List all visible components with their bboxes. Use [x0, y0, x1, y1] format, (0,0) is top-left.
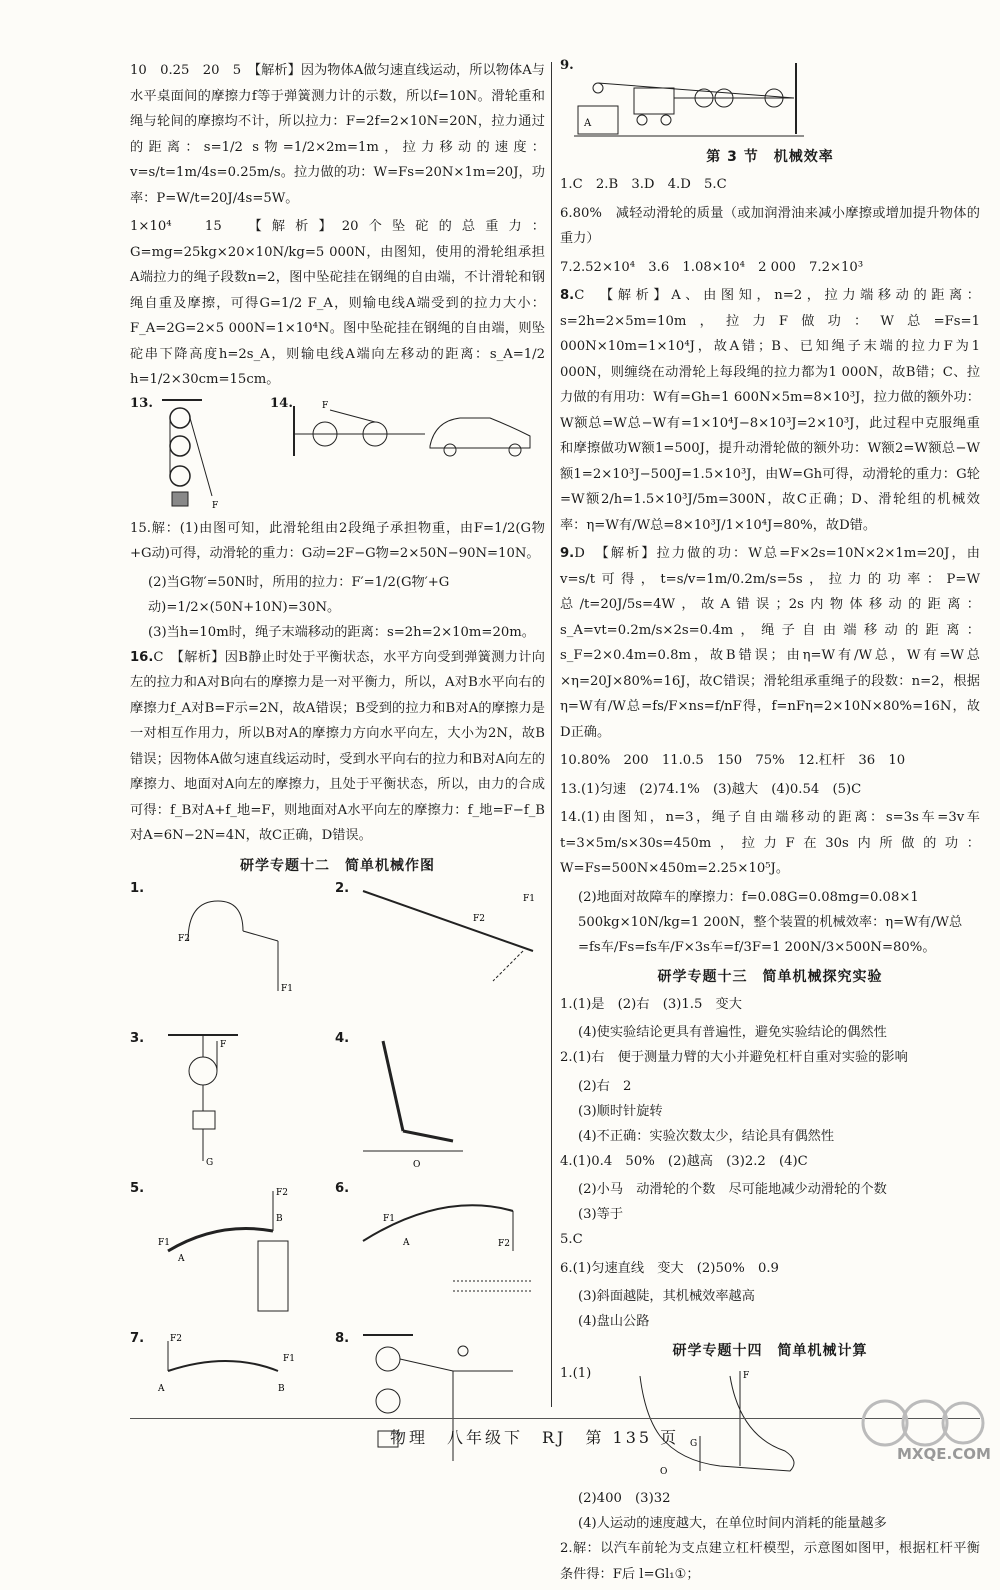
diagram-1-label: 1. — [130, 880, 145, 896]
svg-text:A: A — [158, 1383, 165, 1394]
diagram-2-label: 2. — [335, 880, 350, 896]
svg-text:A: A — [403, 1237, 410, 1248]
s13-line-10: 5.C — [560, 1232, 583, 1247]
answer-15-c: (3)当h=10m时，绳子末端移动的距离：s=2h=2×10m=20m。 — [148, 624, 535, 640]
s13-line-1: 1.(1)是 (2)右 (3)1.5 变大 — [560, 996, 742, 1012]
answer-9-num: 9. — [560, 546, 575, 561]
answer-12-text: 1×10⁴ 15 【解析】20个坠砣的总重力：G=mg=25kg×20×10N/kg=5 000N，由图知，使用的滑轮组承担A端拉力的绳子段数n=2，图中坠砣挂在钢绳的自由端，不计滑轮和钢绳自重及摩擦，可得G=1/2 F_A，则输电线A端受到的拉力大小：F_A=2G=2×5 000N=1×10⁴N。图中坠砣挂在钢绳的自由端，则坠砣串下降高度h=2s_A，则输电线A端向左移动的距离：s_A=1/2 h=1/2×30cm=15cm。 — [130, 219, 545, 387]
s13-line-2: (4)使实验结论更具有普遍性，避免实验结论的偶然性 — [578, 1025, 887, 1040]
svg-text:F1: F1 — [383, 1213, 395, 1224]
answers-10-12: 10.80% 200 11.0.5 150 75% 12.杠杆 36 10 — [560, 753, 906, 768]
svg-text:B: B — [278, 1383, 285, 1394]
answer-9-text: D 【解析】拉力做的功：W总=F×2s=10N×2×1m=20J，由v=s/t可得，t=s/v=1m/0.2m/s=5s，拉力的功率：P=W总/t=20J/5s=4W，故A错误；2s内物体移动的距离：s_A=vt=0.2m/s×2s=0.4m，绳子自由端移动的距离：s_F=2×0.4m=0.8m，故B错误；由η=W有/W总，W有=W总×η=20J×80%=16J，故C错误；滑轮组承重绳子的段数：n=2，根据η=W有/W总=fs/F×ns=f/nF得，f=nFη=2×10N×80%=16N，故D正确。 — [560, 546, 980, 740]
right-column — [560, 58, 980, 1590]
s13-line-5: (3)顺时针旋转 — [578, 1103, 663, 1119]
svg-text:A: A — [178, 1253, 185, 1264]
diagram-3-label: 3. — [130, 1030, 145, 1046]
svg-text:F2: F2 — [178, 933, 190, 944]
car-pulley-figure-14 — [290, 396, 540, 466]
diagram-4 — [335, 1030, 535, 1170]
svg-text:F: F — [743, 1371, 750, 1381]
svg-text:G: G — [690, 1439, 698, 1449]
answer-16-num: 16. — [130, 649, 154, 665]
figure-grid-12 — [130, 881, 545, 1471]
answer-8-text: C 【解析】A、由图知，n=2，拉力端移动的距离：s=2h=2×5m=10m，拉力F做功：W总=Fs=1 000N×10m=1×10⁴J，故A错；B、已知绳子末端的拉力F为1 000N，则缠绕在动滑轮上每段绳的拉力都为1 000N，故B错；C、拉力做的有用功：W有=Gh=1 600N×5m=8×10³J，拉力做的额外功：W额总=W总−W有=1×10⁴J−8×10³J=2×10³J，此过程中克服绳重和摩擦做功W额1=500J，提升动滑轮做的额外功：W额2=W额总−W额1=2×10³J−500J=1.5×10³J，由W=Gh可得，动滑轮的重力：G轮=W额2/h=1.5×10³J/5m=300N，故C正确；D、滑轮组的机械效率：η=W有/W总=8×10³J/1×10⁴J=80%，故D错。 — [560, 288, 980, 533]
foot-lever-figure — [620, 1366, 820, 1481]
answer-8-num: 8. — [560, 288, 575, 303]
answer-11 — [130, 58, 545, 211]
diagram-6 — [335, 1181, 535, 1311]
diagram-5 — [130, 1181, 330, 1311]
svg-text:F1: F1 — [523, 893, 535, 904]
svg-text:F1: F1 — [281, 983, 293, 994]
figure-row-9 — [560, 58, 980, 140]
pulley-figure-9 — [574, 58, 804, 138]
svg-text:F1: F1 — [158, 1237, 170, 1248]
svg-text:F2: F2 — [498, 1238, 510, 1249]
s14-first-label: 1.(1) — [560, 1366, 592, 1381]
diagram-6-label: 6. — [335, 1180, 350, 1196]
watermark-text: MXQE.COM — [897, 1445, 991, 1463]
svg-text:O: O — [660, 1467, 668, 1477]
s13-line-11: 6.(1)匀速直线 变大 (2)50% 0.9 — [560, 1260, 779, 1276]
s13-line-3: 2.(1)右 便于测量力臂的大小并避免杠杆自重对实验的影响 — [560, 1050, 908, 1065]
answer-15-b: (2)当G物′=50N时，所用的拉力：F′=1/2(G物′+G动)=1/2×(50N+10N)=30N。 — [148, 574, 450, 615]
svg-text:F2: F2 — [170, 1333, 182, 1344]
s13-line-9: (3)等于 — [578, 1207, 624, 1222]
diagram-4-label: 4. — [335, 1030, 350, 1046]
diagram-1 — [130, 881, 330, 1011]
s13-line-4: (2)右 2 — [578, 1078, 632, 1094]
svg-text:G: G — [206, 1157, 214, 1168]
answer-7: 7.2.52×10⁴ 3.6 1.08×10⁴ 2 000 7.2×10³ — [560, 259, 864, 275]
fig9-label: 9. — [560, 58, 574, 73]
svg-text:F2: F2 — [276, 1187, 288, 1198]
page-footer: 物理 八年级下 RJ 第 135 页 — [390, 1428, 680, 1447]
s13-line-6: (4)不正确：实验次数太少，结论具有偶然性 — [578, 1128, 835, 1144]
answer-15-a: 15.解：(1)由图可知，此滑轮组由2段绳子承担物重，由F=1/2(G物+G动)可得，动滑轮的重力：G动=2F−G物=2×50N−90N=10N。 — [130, 520, 545, 561]
diagram-8-label: 8. — [335, 1330, 350, 1346]
section-14-title: 研学专题十四 简单机械计算 — [672, 1343, 868, 1359]
answer-13: 13.(1)匀速 (2)74.1% (3)越大 (4)0.54 (5)C — [560, 781, 862, 797]
answers-1-5: 1.C 2.B 3.D 4.D 5.C — [560, 177, 727, 192]
answer-14-a: 14.(1)由图知，n=3，绳子自由端移动的距离：s=3s车=3v车t=3×5m/s×30s=450m，拉力F在30s内所做的功：W=Fs=500N×450m=2.25×10⁵J。 — [560, 810, 980, 876]
s14-line-2: (4)人运动的速度越大，在单位时间内消耗的能量越多 — [578, 1516, 887, 1531]
answer-8 — [560, 283, 980, 538]
s14-line-3: 2.解：以汽车前轮为支点建立杠杆模型，示意图如图甲，根据杠杆平衡条件得：F后 l=Gl₁①； — [560, 1541, 980, 1582]
svg-text:F: F — [220, 1039, 227, 1050]
svg-text:O: O — [413, 1159, 421, 1170]
diagram-3 — [130, 1030, 330, 1168]
s13-line-12: (3)斜面越陡，其机械效率越高 — [578, 1289, 755, 1304]
s13-line-8: (2)小马 动滑轮的个数 尽可能地减少动滑轮的个数 — [578, 1182, 887, 1197]
answer-11-text: 10 0.25 20 5 【解析】因为物体A做匀速直线运动，所以物体A与水平桌面间的摩擦力f等于弹簧测力计的示数，所以f=10N。滑轮重和绳与轮间的摩擦均不计，所以拉力：F=2f=2×10N=20N，拉力通过的距离：s=1/2 s物=1/2×2m=1m，拉力移动的速度：v=s/t=1m/4s=0.25m/s。拉力做的功：W=Fs=20N×1m=20J，功率：P=W/t=20J/4s=5W。 — [130, 63, 545, 206]
answer-9 — [560, 541, 980, 745]
fig14-label: 14. — [270, 395, 293, 411]
diagram-2 — [335, 881, 535, 1011]
s13-line-13: (4)盘山公路 — [578, 1314, 650, 1329]
left-column — [130, 58, 545, 1471]
answer-16 — [130, 645, 545, 849]
section-3-title: 第 3 节 机械效率 — [706, 149, 834, 165]
svg-text:F1: F1 — [283, 1353, 295, 1364]
svg-text:F: F — [322, 400, 329, 411]
fig13-label: 13. — [130, 395, 153, 411]
pulley-figure-13 — [152, 396, 232, 514]
svg-text:B: B — [276, 1213, 283, 1224]
answer-6: 6.80% 减轻动滑轮的质量（或加润滑油来减小摩擦或增加提升物体的重力） — [560, 205, 980, 246]
section-13-title: 研学专题十三 简单机械探究实验 — [657, 968, 883, 985]
section-12-title: 研学专题十二 简单机械作图 — [240, 857, 435, 874]
answer-14-b: (2)地面对故障车的摩擦力：f=0.08G=0.08mg=0.08×1 500kg×10N/kg=1 200N，整个装置的机械效率：η=W有/W总=fs车/Fs=fs车/F×3s车=f/3F=1 200N/3×500N=80%。 — [578, 889, 963, 955]
svg-text:F2: F2 — [473, 913, 485, 924]
footer-rule — [130, 1418, 980, 1419]
answer-12 — [130, 214, 545, 393]
diagram-7 — [130, 1331, 330, 1461]
figure-row-13-14 — [130, 396, 545, 516]
watermark-logo — [855, 1395, 995, 1470]
s14-line-1: (2)400 (3)32 — [578, 1491, 671, 1506]
diagram-5-label: 5. — [130, 1180, 145, 1196]
s13-line-7: 4.(1)0.4 50% (2)越高 (3)2.2 (4)C — [560, 1153, 808, 1169]
column-divider — [551, 62, 552, 1407]
answer-16-text: C 【解析】因B静止时处于平衡状态，水平方向受到弹簧测力计向左的拉力和A对B向右的摩擦力是一对平衡力，所以，A对B水平向右的摩擦力f_A对B=F示=2N，故A错误；B受到的拉力和B对A的摩擦力是一对相互作用力，所以B对A的摩擦力方向水平向左，大小为2N，故B错误；因物体A做匀速直线运动时，受到水平向右的拉力和B对A向左的摩擦力、地面对A向左的摩擦力，且处于平衡状态，所以，由力的合成可得：f_B对A+f_地=F，则地面对A水平向左的摩擦力：f_地=F−f_B对A=6N−2N=4N，故C正确，D错误。 — [130, 649, 545, 843]
svg-text:F: F — [212, 500, 219, 511]
diagram-7-label: 7. — [130, 1330, 145, 1346]
svg-text:A: A — [584, 118, 592, 129]
